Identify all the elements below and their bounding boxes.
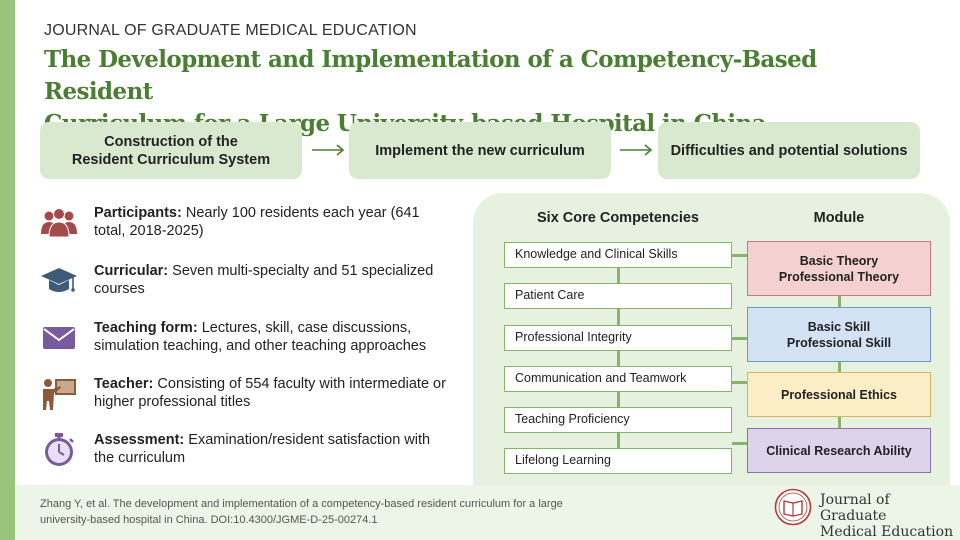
competency-item: Professional Integrity [504, 325, 732, 351]
arrow-right-icon [310, 142, 348, 158]
flow-step1-line1: Construction of the [104, 133, 238, 150]
graduation-cap-icon [40, 264, 78, 298]
item-text: Examination/resident satisfaction with the curriculum [94, 432, 431, 466]
logo-line-1: Journal of Graduate [820, 492, 890, 524]
citation-line-1: Zhang Y, et al. The development and implementation of a competency-based resident curriculum for a large [40, 498, 563, 510]
module-line: Clinical Research Ability [766, 443, 912, 458]
module-skill [747, 307, 931, 362]
flow-step-implement [349, 122, 611, 179]
item-teacher [40, 375, 460, 419]
module-ethics [747, 372, 931, 417]
module-header: Module [813, 210, 865, 226]
item-label: Assessment: [94, 432, 185, 448]
item-label: Curricular: [94, 263, 169, 279]
item-text: Consisting of 554 faculty with intermediate or higher professional titles [94, 376, 446, 410]
module-research [747, 428, 931, 473]
link-line [732, 442, 747, 445]
competencies-header: Six Core Competencies [537, 210, 699, 226]
journal-logo-text [820, 492, 960, 540]
left-accent-bar [0, 0, 15, 540]
competency-item: Patient Care [504, 283, 732, 309]
competency-item: Communication and Teamwork [504, 366, 732, 392]
item-label: Teacher: [94, 376, 154, 392]
envelope-icon [40, 321, 78, 355]
item-assessment [40, 431, 460, 475]
people-icon [40, 206, 78, 240]
item-teaching-form [40, 319, 460, 363]
flow-step2-label: Implement the new curriculum [375, 142, 585, 159]
logo-line-2: Medical Education [820, 524, 954, 540]
flow-step3-label: Difficulties and potential solutions [670, 142, 908, 159]
module-line: Professional Skill [786, 335, 892, 350]
item-label: Teaching form: [94, 320, 198, 336]
item-text: Nearly 100 residents each year (641 total, 2018-2025) [94, 205, 420, 239]
link-line [732, 337, 747, 340]
journal-seal-icon [774, 488, 812, 526]
item-text: Seven multi-specialty and 51 specialized courses [94, 263, 434, 297]
item-participants [40, 204, 460, 248]
link-line [732, 254, 747, 257]
competency-item: Teaching Proficiency [504, 407, 732, 433]
competency-item: Lifelong Learning [504, 448, 732, 474]
module-connector-line [838, 416, 841, 428]
flow-step-construction [40, 122, 302, 179]
citation [40, 496, 640, 528]
flow-step1-line2: Resident Curriculum System [71, 151, 271, 168]
teacher-icon [40, 377, 78, 411]
arrow-right-icon [618, 142, 656, 158]
item-curricular [40, 262, 460, 306]
module-line: Professional Theory [778, 269, 900, 284]
stopwatch-icon [40, 433, 78, 467]
flow-step-difficulties [658, 122, 920, 179]
module-theory [747, 241, 931, 296]
citation-line-2: university-based hospital in China. DOI:10.4300/JGME-D-25-00274.1 [40, 514, 378, 526]
title-line-1: The Development and Implementation of a Competency-Based Resident [44, 46, 817, 105]
module-line: Basic Skill [807, 319, 871, 334]
item-text: Lectures, skill, case discussions, simulation teaching, and other teaching approaches [94, 320, 427, 354]
journal-name: JOURNAL OF GRADUATE MEDICAL EDUCATION [44, 22, 417, 39]
link-line [732, 381, 747, 384]
item-label: Participants: [94, 205, 182, 221]
competency-item: Knowledge and Clinical Skills [504, 242, 732, 268]
module-line: Basic Theory [799, 253, 879, 268]
module-line: Professional Ethics [780, 387, 897, 402]
